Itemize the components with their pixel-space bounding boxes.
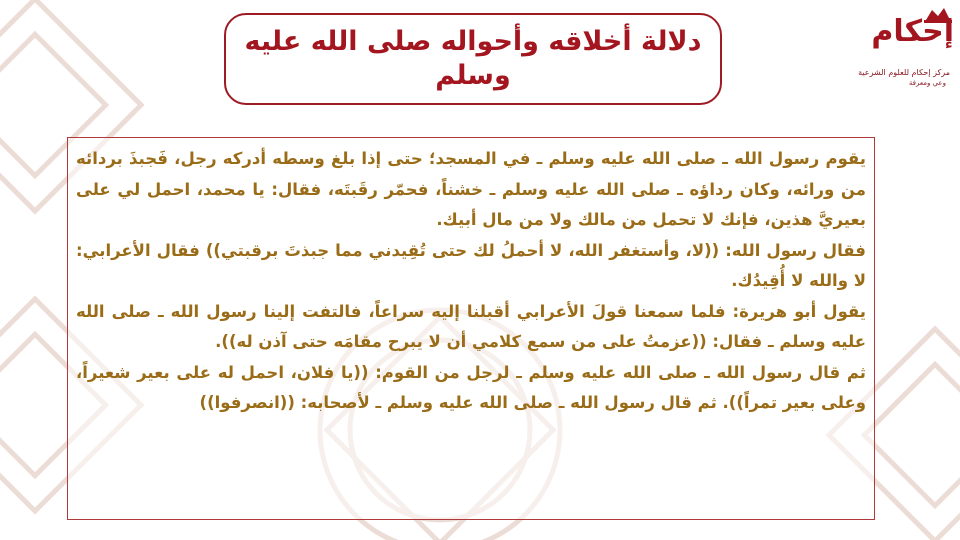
logo-subtagline: وعي ومعرفة <box>908 79 946 87</box>
slide-title-line-1: دلالة أخلاقه وأحواله صلى الله عليه <box>244 26 702 57</box>
paragraph-4: ثم قال رسول الله ـ صلى الله عليه وسلم ـ لرجل من القوم: ((يا فلان، احمل له على بعير شعيراً، وعلى بعير تمراً)). ثم قال رسول الله ـ صلى الله عليه وسلم ـ لأصحابه: ((انصرفوا)) <box>76 362 866 412</box>
slide-title-box <box>224 13 722 105</box>
paragraph-3: يقول أبو هريرة: فلما سمعنا قولَ الأعرابي أقبلنا إليه سراعاً، فالتفت إلينا رسول الله ـ صلى الله عليه وسلم ـ فقال: ((عزمتُ على من سمع كلامي أن لا يبرح مقامَه حتى آذن له)). <box>76 301 866 351</box>
content-box <box>67 137 875 520</box>
ihkam-logo <box>858 4 956 94</box>
logo-wordmark: إحكام <box>871 14 954 49</box>
paragraph-2: فقال رسول الله: ((لا، وأستغفر الله، لا أحملُ لك حتى تُقِيدني مما جبذتَ برقبتي)) فقال الأعرابي: لا والله لا أُقِيدُك. <box>76 240 866 290</box>
slide-title-line-2: وسلم <box>435 60 511 91</box>
logo-tagline: مركز إحكام للعلوم الشرعية <box>858 68 950 77</box>
paragraph-1: يقوم رسول الله ـ صلى الله عليه وسلم ـ في المسجد؛ حتى إذا بلغ وسطه أدركه رجل، فَجبذَ بردائه من ورائه، وكان رداؤه ـ صلى الله عليه وسلم ـ خشناً، فحمّر رقَبتَه، فقال: يا محمد، احمل لي على بعيريَّ هذين، فإنك لا تحمل من مالك ولا من مال أبيك. <box>76 149 866 229</box>
